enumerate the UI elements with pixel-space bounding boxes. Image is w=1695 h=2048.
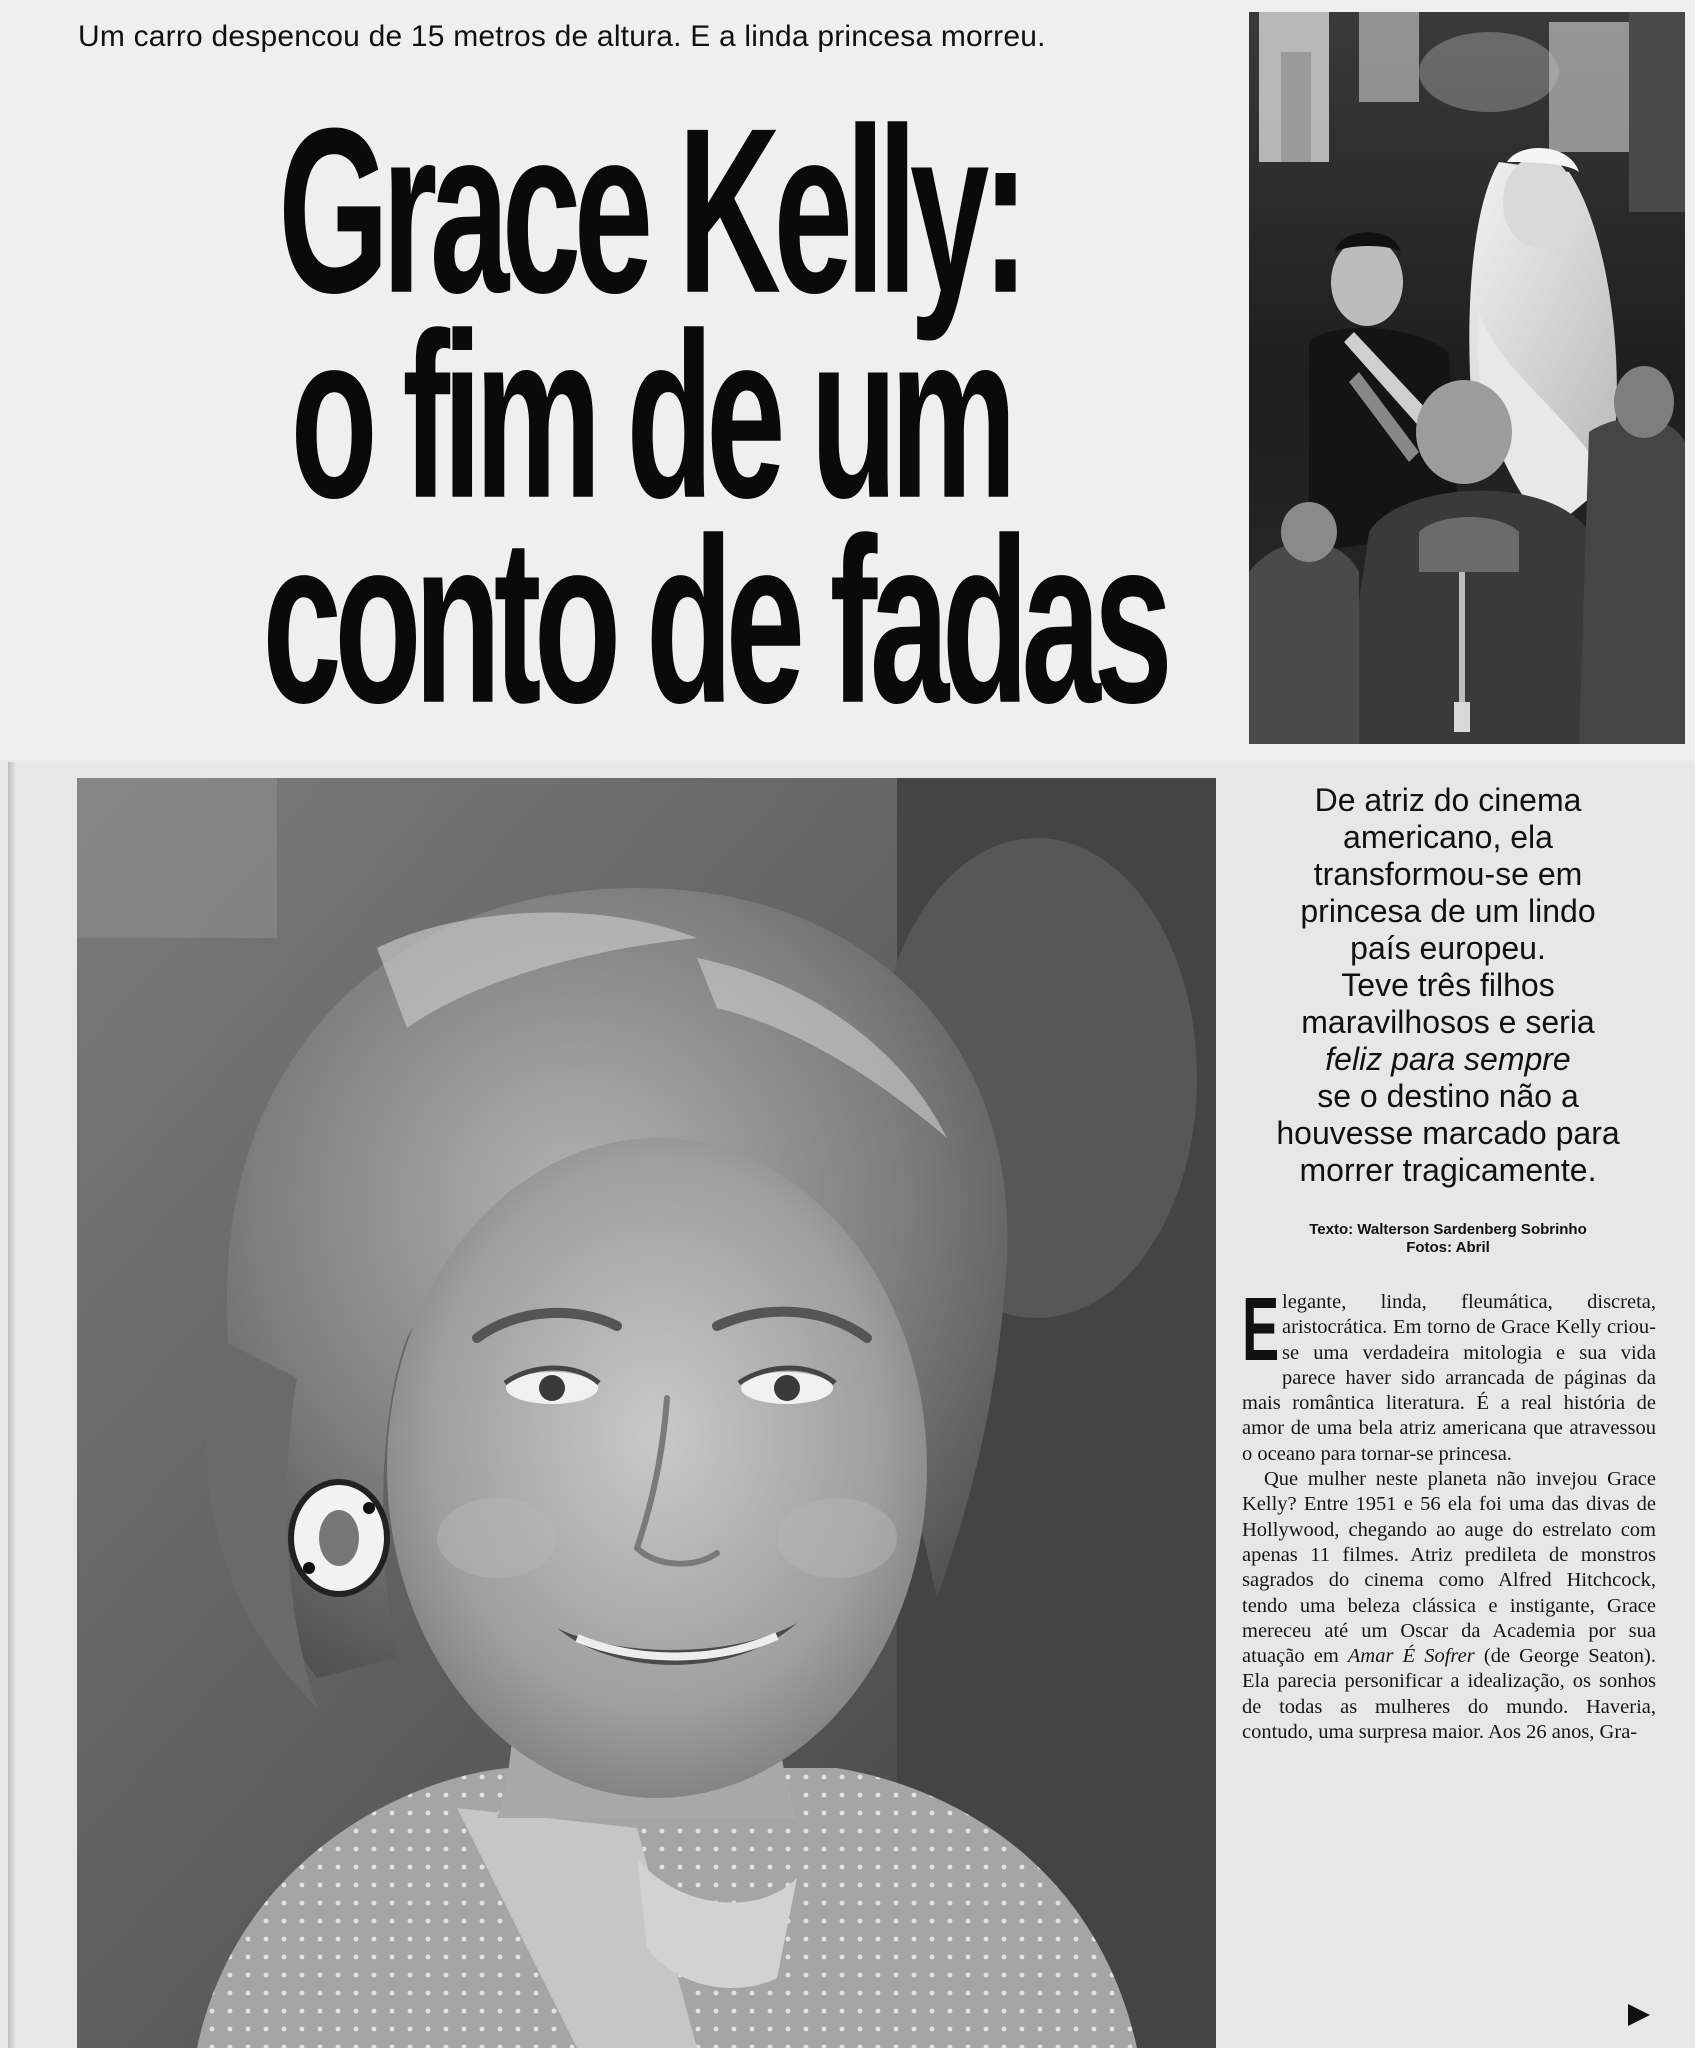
deck-line: Teve três filhos	[1341, 967, 1555, 1003]
deck-line: país europeu.	[1350, 930, 1546, 966]
film-title: Amar É Sofrer	[1347, 1645, 1475, 1668]
paragraph-text: Que mulher neste planeta não invejou Grace Kelly? Entre 1951 e 56 ela foi uma das divas de Hollywood, chegando ao auge do estrelato com apenas 11 filmes. Atriz predileta de monstros sagrados do cinema como Alfred Hitchcock, tendo uma beleza clássica e instigante, Grace mereceu até um Oscar da Academia por sua atuação em	[1242, 1468, 1656, 1668]
headline-line-1: Grace Kelly:	[278, 78, 1022, 343]
deck-line: se o destino não a	[1317, 1078, 1579, 1114]
paragraph-text: (de George Seaton). Ela parecia personificar a idealização, os sonhos de todas as mulheres do mundo. Haveria, contudo, uma surpresa maior. Aos 26 anos, Gra-	[1242, 1645, 1657, 1744]
kicker: Um carro despencou de 15 metros de altura. E a linda princesa morreu.	[78, 20, 1046, 53]
portrait-photo-image	[77, 778, 1216, 2048]
photo-credit: Fotos: Abril	[1406, 1239, 1490, 1256]
deck-line: princesa de um lindo	[1300, 893, 1596, 929]
drop-cap: E	[1242, 1280, 1280, 1380]
deck	[1228, 782, 1668, 1189]
text-credit: Texto: Walterson Sardenberg Sobrinho	[1309, 1221, 1587, 1238]
headline-line-3: conto de fadas	[262, 488, 1166, 753]
article-body	[1242, 1280, 1657, 1745]
deck-line: maravilhosos e seria	[1301, 1004, 1595, 1040]
portrait-photo	[77, 778, 1216, 2048]
deck-line: morrer tragicamente.	[1299, 1152, 1597, 1188]
paragraph	[1242, 1280, 1656, 1467]
credits	[1228, 1221, 1668, 1257]
wedding-photo-image	[1249, 12, 1685, 744]
wedding-photo	[1249, 12, 1685, 744]
deck-line-italic: feliz para sempre	[1325, 1041, 1571, 1077]
paragraph	[1242, 1467, 1656, 1745]
continue-arrow-icon	[1628, 2004, 1650, 2026]
deck-line: americano, ela	[1343, 819, 1553, 855]
deck-line: De atriz do cinema	[1314, 782, 1582, 818]
headline	[80, 78, 1220, 753]
paragraph-text: legante, linda, fleumática, discreta, aristocrática. Em torno de Grace Kelly criou-se uma verdadeira mitologia e sua vida parece haver sido arrancada de páginas da mais romântica literatura. É a real história de amor de uma bela atriz americana que atravessou o oceano para tornar-se princesa.	[1242, 1291, 1656, 1465]
headline-line-2: o fim de um	[290, 283, 1010, 548]
deck-line: transformou-se em	[1313, 856, 1583, 892]
deck-line: houvesse marcado para	[1276, 1115, 1620, 1151]
